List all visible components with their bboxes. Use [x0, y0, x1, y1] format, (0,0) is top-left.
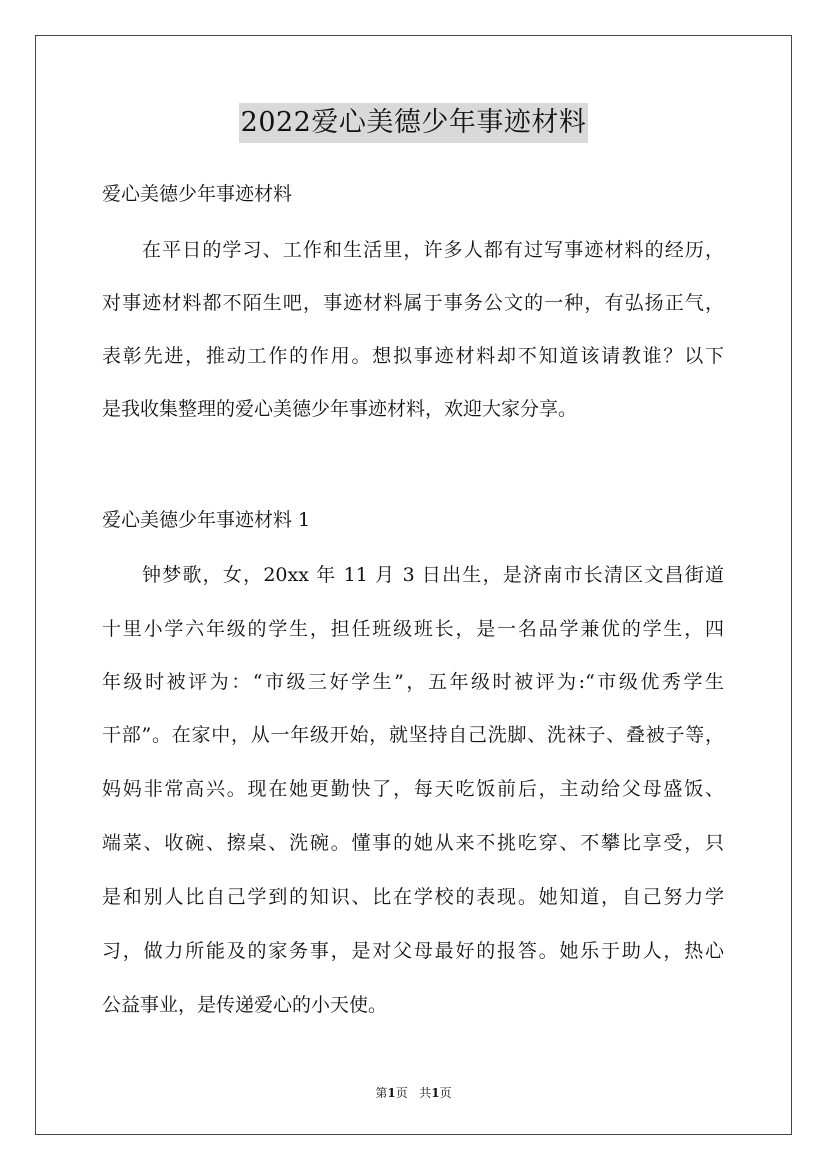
page-number: 1 [387, 1086, 396, 1100]
page-footer [0, 1085, 827, 1101]
section-1-line-4: 干部”。在家中，从一年级开始，就坚持自己洗脚、洗袜子、叠被子等， [102, 724, 724, 746]
intro-line-2: 对事迹材料都不陌生吧，事迹材料属于事务公文的一种，有弘扬正气， [102, 292, 724, 314]
intro-line-1: 在平日的学习、工作和生活里，许多人都有过写事迹材料的经历， [142, 239, 724, 261]
page-label-suffix: 页 [395, 1086, 408, 1100]
page-label-prefix: 第 [375, 1086, 388, 1100]
section-1-line-7: 是和别人比自己学到的知识、比在学校的表现。她知道，自己努力学 [102, 886, 724, 908]
document-title: 2022爱心美德少年事迹材料 [239, 103, 589, 143]
section-1-line-8: 习，做力所能及的家务事，是对父母最好的报答。她乐于助人，热心 [102, 940, 724, 962]
section-1-heading: 爱心美德少年事迹材料 1 [102, 509, 311, 531]
section-1-line-2: 十里小学六年级的学生，担任班级班长，是一名品学兼优的学生，四 [102, 618, 724, 640]
section-1-line-9: 公益事业，是传递爱心的小天使。 [102, 994, 388, 1016]
total-pages: 1 [431, 1086, 440, 1100]
total-label-suffix: 页 [439, 1086, 452, 1100]
intro-line-4: 是我收集整理的爱心美德少年事迹材料，欢迎大家分享。 [102, 398, 578, 420]
intro-line-3: 表彰先进，推动工作的作用。想拟事迹材料却不知道该请教谁？以下 [102, 345, 724, 367]
document-subtitle: 爱心美德少年事迹材料 [102, 183, 293, 205]
section-1-line-6: 端菜、收碗、擦桌、洗碗。懂事的她从来不挑吃穿、不攀比享受，只 [102, 832, 724, 854]
section-1-line-3: 年级时被评为：“市级三好学生”，五年级时被评为:“市级优秀学生 [102, 671, 724, 693]
section-1-line-5: 妈妈非常高兴。现在她更勤快了，每天吃饭前后，主动给父母盛饭、 [102, 778, 724, 800]
total-label-prefix: 共 [419, 1086, 432, 1100]
section-1-line-1: 钟梦歌，女，20xx 年 11 月 3 日出生，是济南市长清区文昌街道 [142, 564, 724, 586]
